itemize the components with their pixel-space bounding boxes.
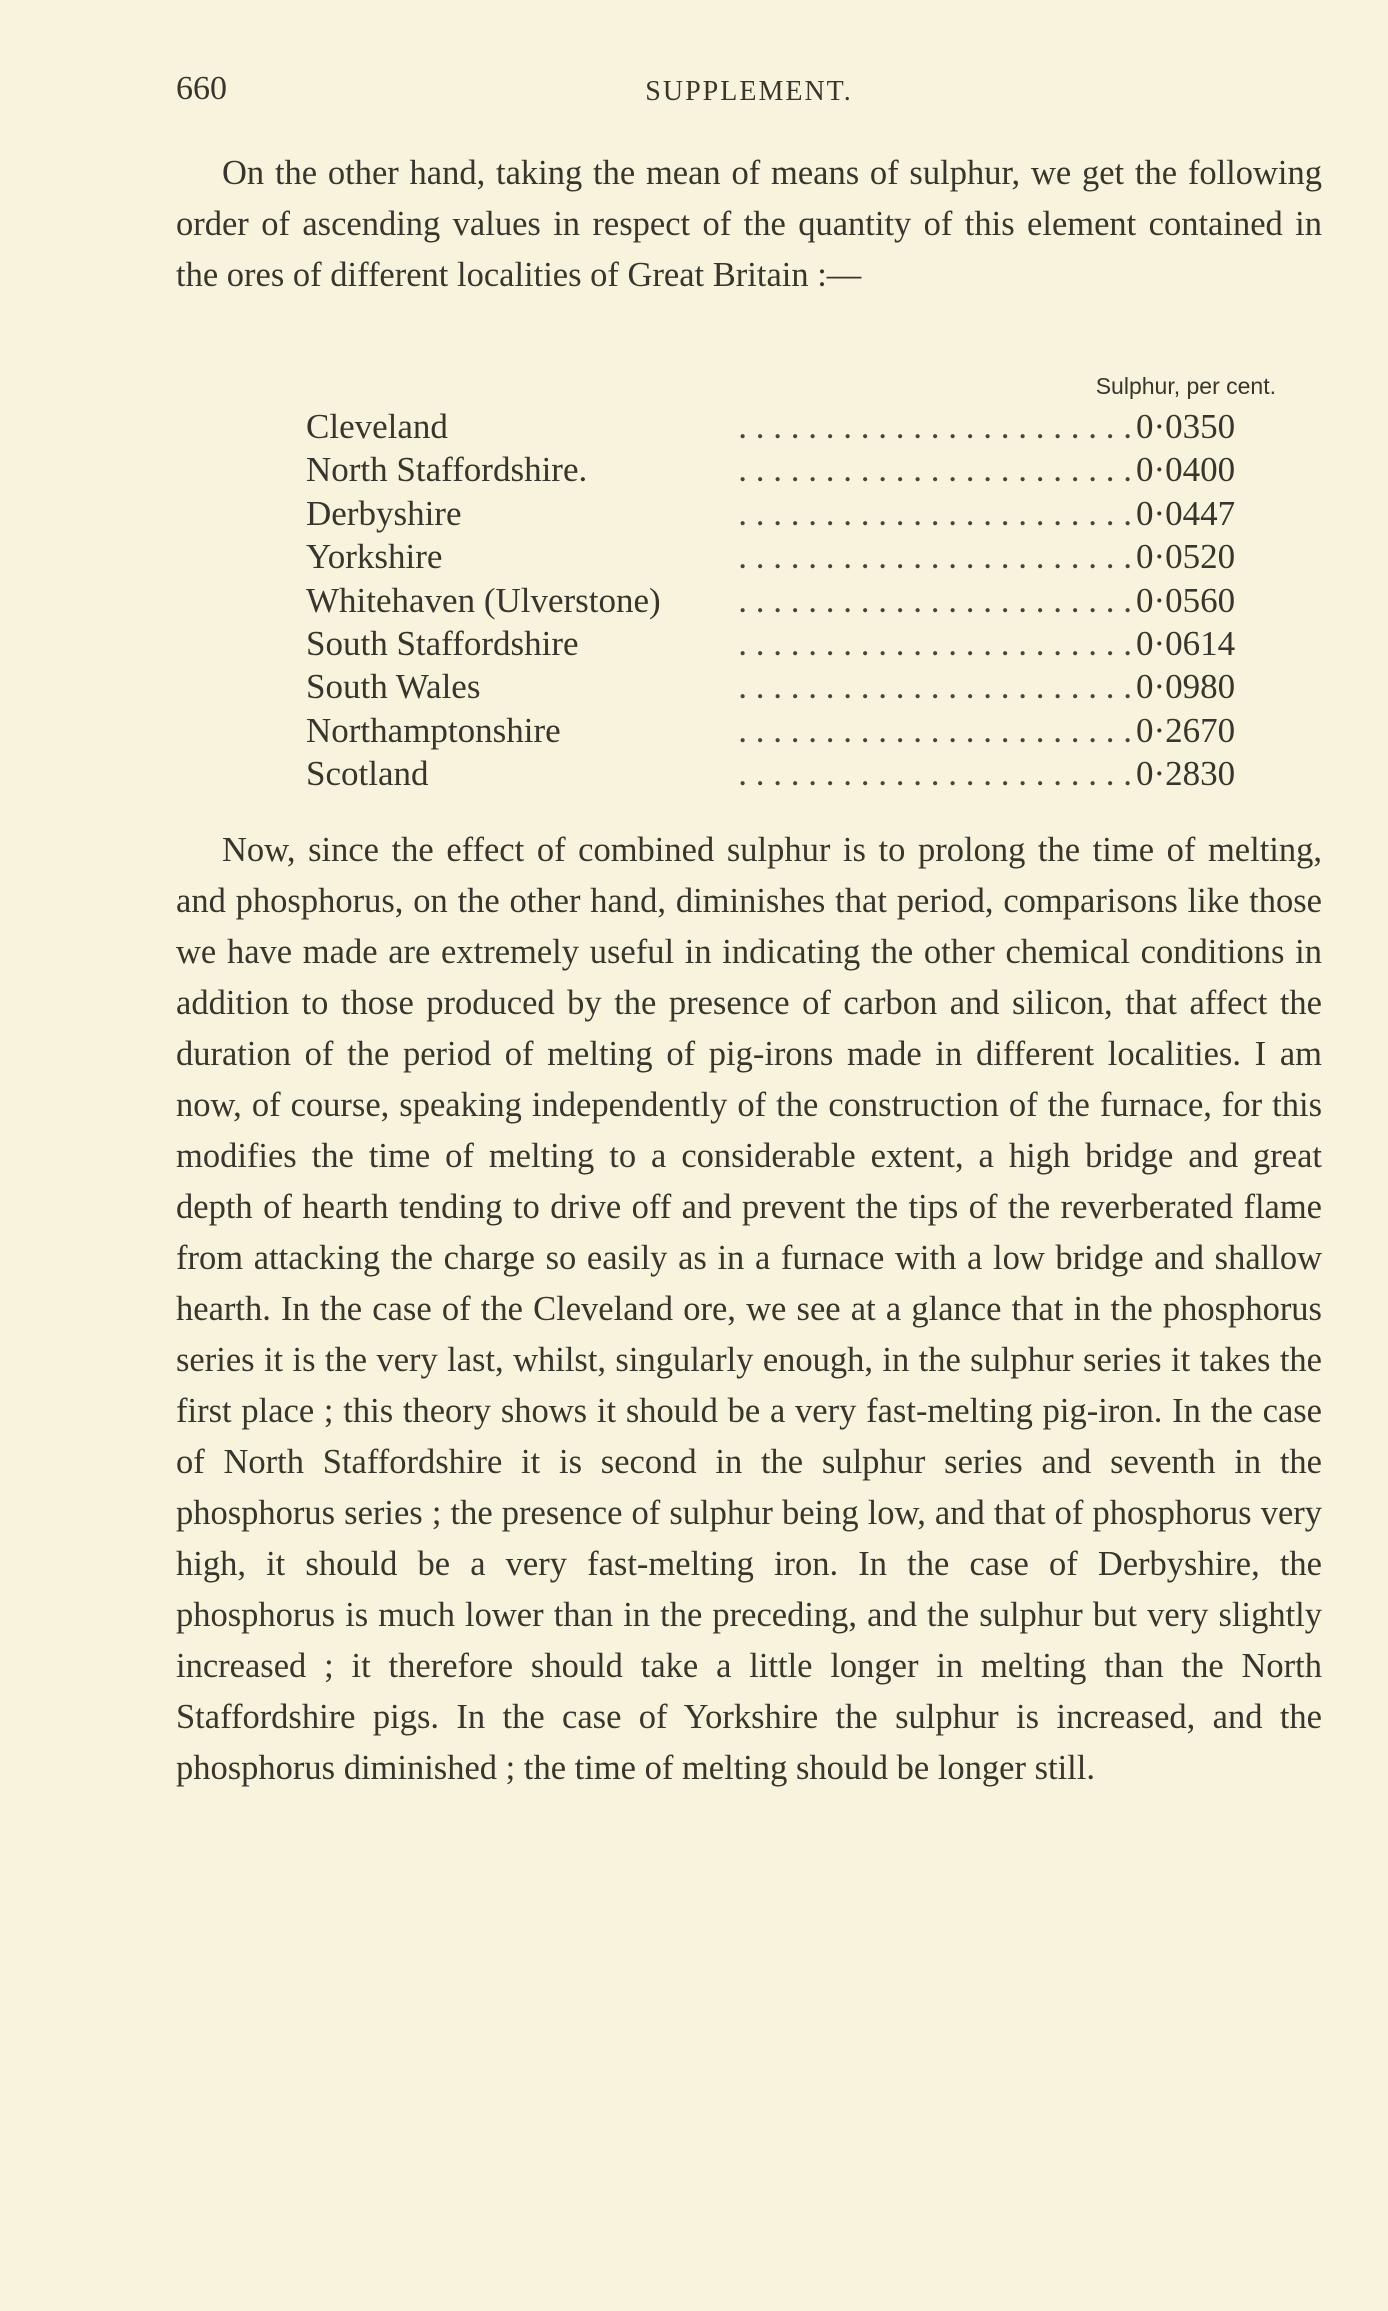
table-row bbox=[306, 581, 1276, 624]
value: 0·0980 bbox=[1136, 667, 1236, 707]
table-row bbox=[306, 667, 1276, 710]
table-row bbox=[306, 624, 1276, 667]
table-row bbox=[306, 537, 1276, 580]
table-row bbox=[306, 494, 1276, 537]
value: 0·0520 bbox=[1136, 537, 1236, 577]
locality: Derbyshire bbox=[306, 493, 462, 533]
leader-dots: . . . . . . . . . . . . . . . . . . . . . . . bbox=[738, 493, 1132, 533]
table-row bbox=[306, 407, 1276, 450]
table-row bbox=[306, 711, 1276, 754]
table-row bbox=[306, 450, 1276, 493]
locality: Cleveland bbox=[306, 407, 448, 446]
locality: Scotland bbox=[306, 754, 429, 794]
locality: South Staffordshire bbox=[306, 623, 579, 663]
leader-dots: . . . . . . . . . . . . . . . . . . . . . . . bbox=[738, 450, 1132, 490]
leader-dots: . . . . . . . . . . . . . . . . . . . . . . . bbox=[738, 710, 1132, 750]
page-header bbox=[176, 70, 1322, 120]
running-title: SUPPLEMENT. bbox=[645, 76, 853, 107]
value: 0·2670 bbox=[1136, 710, 1236, 750]
leader-dots: . . . . . . . . . . . . . . . . . . . . . . . bbox=[738, 667, 1132, 707]
value: 0·0400 bbox=[1136, 450, 1236, 490]
locality: North Staffordshire. bbox=[306, 450, 588, 490]
intro-paragraph bbox=[176, 148, 1322, 301]
sulphur-table bbox=[306, 365, 1276, 798]
locality: Yorkshire bbox=[306, 537, 443, 577]
intro-paragraph-text: On the other hand, taking the mean of means of sulphur, we get the following order of ascending values in respect of the quantity of this element contained in the ores of different localities of Great Britain :— bbox=[176, 154, 1322, 294]
value: 0·0350 bbox=[1136, 407, 1236, 446]
body-paragraph-text: Now, since the effect of combined sulphur is to prolong the time of melting, and phosphorus, on the other hand, diminishes that period, comparisons like those we have made are extremely useful in indicating the other chemical conditions in addition to those produced by the presence of carbon and silicon, that affect the duration of the period of melting of pig-irons made in different localities. I am now, of course, speaking independently of the construction of the furnace, for this modifies the time of melting to a considerable extent, a high bridge and great depth of hearth tending to drive off and prevent the tips of the reverberated flame from attacking the charge so easily as in a furnace with a low bridge and shallow hearth. In the case of the Cleveland ore, we see at a glance that in the phosphorus series it is the very last, whilst, singularly enough, in the sulphur series it takes the first place ; this theory shows it should be a very fast-melting pig-iron. In the case of North Staffordshire it is second in the sulphur series and seventh in the phosphorus series ; the presence of sulphur being low, and that of phosphorus very high, it should be a very fast-melting iron. In the case of Derbyshire, the phosphorus is much lower than in the preceding, and the sulphur but very slightly increased ; it therefore should take a little longer in melting than the North Staffordshire pigs. In the case of Yorkshire the sulphur is increased, and the phosphorus diminished ; the time of melting should be longer still. bbox=[176, 831, 1322, 1787]
locality: South Wales bbox=[306, 667, 481, 707]
column-header: Sulphur, per cent. bbox=[1095, 373, 1276, 399]
leader-dots: . . . . . . . . . . . . . . . . . . . . . . . bbox=[738, 623, 1132, 663]
locality: Northamptonshire bbox=[306, 710, 561, 750]
page-number: 660 bbox=[176, 70, 227, 107]
leader-dots: . . . . . . . . . . . . . . . . . . . . . . . bbox=[738, 580, 1132, 620]
table-row bbox=[306, 754, 1276, 797]
leader-dots: . . . . . . . . . . . . . . . . . . . . . . . bbox=[738, 537, 1132, 577]
leader-dots: . . . . . . . . . . . . . . . . . . . . . . . bbox=[738, 407, 1132, 446]
value: 0·0614 bbox=[1136, 623, 1236, 663]
body-paragraph bbox=[176, 825, 1322, 1794]
value: 0·0447 bbox=[1136, 493, 1236, 533]
locality: Whitehaven (Ulverstone) bbox=[306, 580, 661, 620]
value: 0·0560 bbox=[1136, 580, 1236, 620]
value: 0·2830 bbox=[1136, 754, 1236, 794]
leader-dots: . . . . . . . . . . . . . . . . . . . . . . . bbox=[738, 754, 1132, 794]
